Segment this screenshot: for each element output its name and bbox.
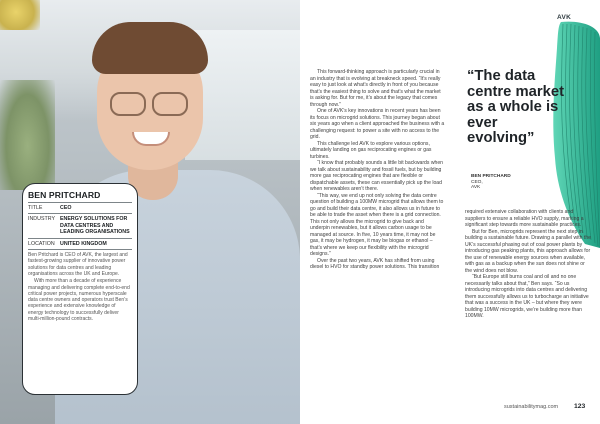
divider — [28, 213, 132, 214]
pull-quote-attribution — [471, 174, 511, 191]
page-number: 123 — [574, 403, 586, 410]
divider — [28, 238, 132, 239]
divider — [28, 202, 132, 203]
article-paragraph: required extensive collaboration with clients and suppliers to ensure a reliable HVO supply, marking a significant step towards more sustainable practices. — [465, 209, 584, 228]
field-label: TITLE — [28, 205, 43, 211]
article-paragraph: “But Europe still burns coal and oil and no one necessarily talks about that,” Ben says. “So us introducing microgrids into data centres and delivering them successfully allows us to turbocharge an initiative that was a success in the UK – but where they were building 10MW microgrids, we’re building more than 100MW. — [465, 274, 589, 319]
article-paragraph: This challenge led AVK to explore various options, ultimately landing on gas reciprocating engines or gas turbines. — [310, 140, 432, 160]
bio-paragraph: Ben Pritchard is CEO of AVK, the largest and fastest-growing supplier of innovative power solutions for data centres and leading organisations across the UK and Europe. — [28, 252, 128, 277]
footer-url: sustainabilitymag.com — [504, 404, 559, 410]
glasses-left-lens — [110, 92, 146, 116]
glasses-right-lens — [152, 92, 188, 116]
profile-name: BEN PRITCHARD — [28, 190, 101, 200]
field-label: LOCATION — [28, 240, 55, 247]
hair — [92, 22, 208, 74]
field-value: UNITED KINGDOM — [60, 240, 107, 247]
background-sign — [0, 0, 40, 30]
divider — [28, 249, 132, 250]
profile-field-location — [28, 241, 132, 247]
article-column-2 — [465, 209, 593, 320]
bio-paragraph: With more than a decade of experience managing and delivering complete end-to-end critical power projects, numerous hyperscale data centre owners and operators trust Ben’s experience and extensive knowledge of energy technology to successfully deliver multi-million-pound contracts. — [28, 278, 130, 322]
profile-card — [22, 183, 138, 395]
quote-role: CEO, — [471, 179, 483, 185]
article-paragraph: “I know that probably sounds a little bit backwards when we talk about sustainability and fossil fuels, but by building more gas reciprocating engines that are flexible or dispatchable assets, these can essentially pick up the load when renewables aren’t there. — [310, 160, 443, 192]
profile-field-industry — [28, 216, 132, 235]
field-value: ENERGY SOLUTIONS FOR DATA CENTRES AND LEADING ORGANISATIONS — [60, 216, 130, 236]
article-paragraph: “This way, we end up not only solving the data centre question of building a 100MW microgrid that allows them to go and build their data centre, it also allows us in future to be able to trade the asset when there is a grid connection. This not only allows the microgrid to give back and underpin renewables, but it allows carbon usage to be managed at source. In five, 10 years time, it may not be gas, it may be hydrogen, it may be biogas or ethanol – that’s where we keep our flexibility with the microgrid designs.” — [310, 192, 444, 257]
article-paragraph: This forward-thinking approach is particularly crucial in an industry that is evolving at breakneck speed. “It’s really easy to just look at what’s directly in front of you because that’s the easiest thing to solve and that’s what the market is asking for. But for me, it’s about the legacy that comes through now.” — [310, 69, 441, 108]
article-paragraph: But for Ben, microgrids represent the next step in building a sustainable future. Drawing a parallel with the UK’s successful phasing out of coal power plants by introducing gas peaking plants, this approach allows for the use of renewable energy sources when available, with gas as a backup when the sun does not shine or the wind does not blow. — [465, 228, 592, 274]
article-column-1 — [310, 69, 445, 271]
quote-author: BEN PRITCHARD — [471, 174, 511, 179]
quote-company: AVK — [471, 185, 481, 191]
pull-quote: “The data centre market as a whole is ever evolving” — [467, 68, 565, 147]
article-paragraph: Over the past two years, AVK has shifted from using diesel to HVO for standby power solutions. This transition — [310, 257, 440, 270]
profile-field-title — [28, 205, 132, 211]
section-label: AVK — [557, 14, 572, 21]
profile-bio — [28, 252, 132, 322]
article-paragraph: One of AVK’s key innovations in recent years has been its focus on microgrid solutions. This journey began about six years ago when a client approached the business with a challenging request: to power a site with no access to the grid. — [310, 108, 445, 140]
field-label: INDUSTRY — [28, 216, 55, 223]
field-value: CEO — [60, 205, 72, 211]
background-plant — [0, 80, 55, 190]
